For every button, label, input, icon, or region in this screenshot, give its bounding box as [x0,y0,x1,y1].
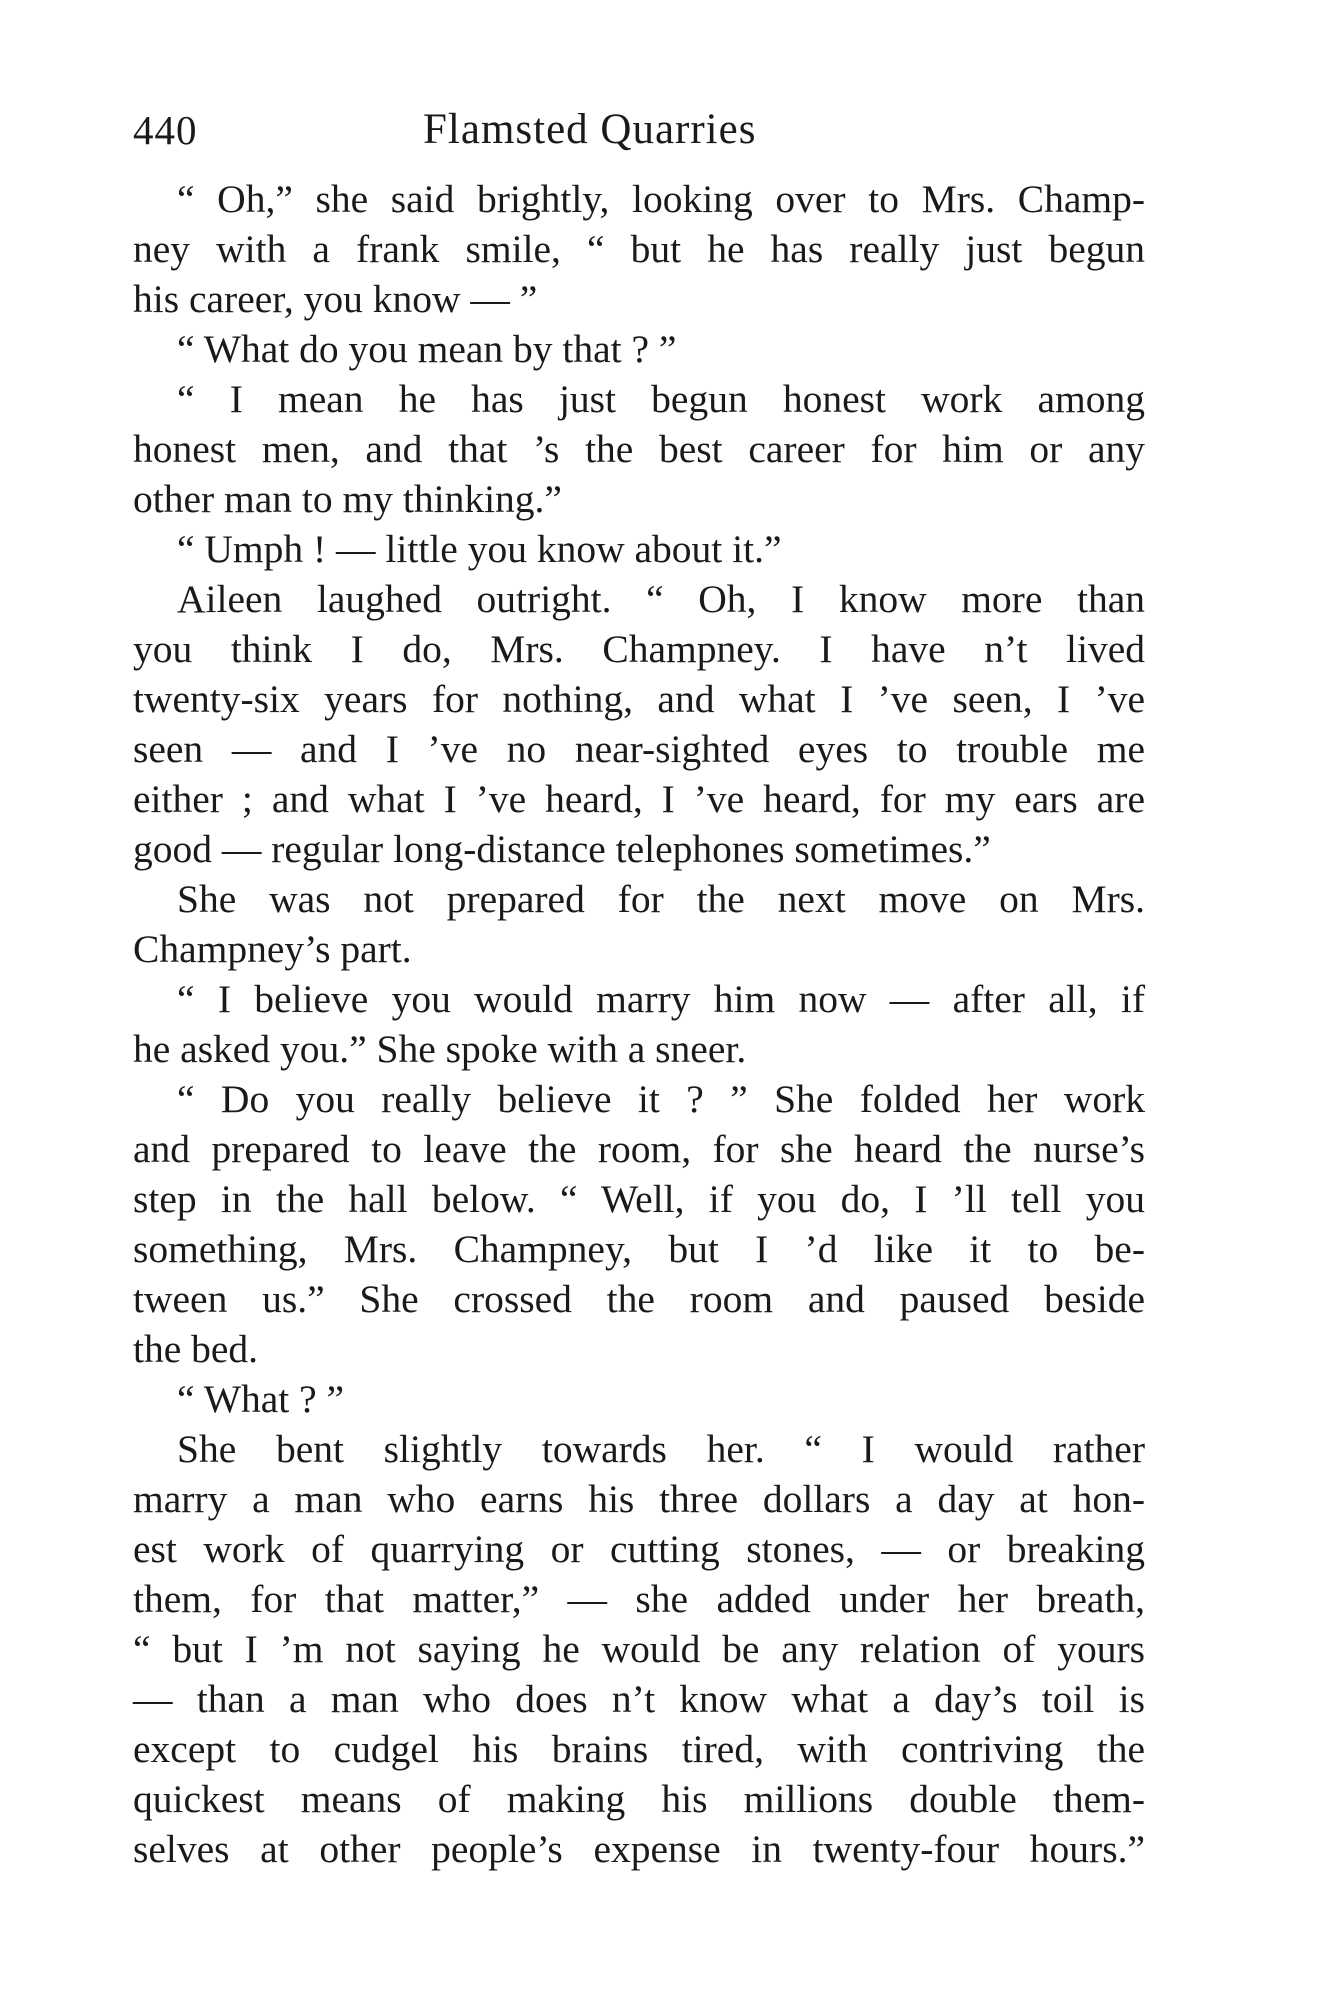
text-line: step in the hall below. “ Well, if you do, I ’ll tell you [133,1177,1145,1221]
text-line: them, for that matter,” — she added under her breath, [133,1577,1145,1621]
text-line: “ I mean he has just begun honest work among [177,377,1145,421]
text-line: something, Mrs. Champney, but I ’d like it to be- [133,1227,1145,1271]
text-line: quickest means of making his millions double them- [133,1777,1145,1821]
text-line: She bent slightly towards her. “ I would rather [177,1427,1145,1471]
text-line: “ Do you really believe it ? ” She folded her work [177,1077,1145,1121]
text-line: selves at other people’s expense in twenty-four hours.” [133,1827,1145,1871]
text-line: est work of quarrying or cutting stones, — or breaking [133,1527,1145,1571]
text-line: honest men, and that ’s the best career for him or any [133,427,1145,471]
text-line: and prepared to leave the room, for she heard the nurse’s [133,1127,1145,1171]
text-line: “ but I ’m not saying he would be any relation of yours [133,1627,1145,1671]
text-line: Champney’s part. [133,927,412,971]
text-line: She was not prepared for the next move on Mrs. [177,877,1145,921]
text-line: twenty-six years for nothing, and what I ’ve seen, I ’ve [133,677,1145,721]
text-line: except to cudgel his brains tired, with contriving the [133,1727,1145,1771]
page-header [133,100,1145,160]
text-line: he asked you.” She spoke with a sneer. [133,1027,747,1071]
text-line: “ Oh,” she said brightly, looking over to Mrs. Champ- [177,177,1145,221]
text-line: “ I believe you would marry him now — after all, if [177,977,1145,1021]
text-line: — than a man who does n’t know what a day’s toil is [133,1677,1145,1721]
text-line: Aileen laughed outright. “ Oh, I know more than [177,577,1145,621]
text-line: ney with a frank smile, “ but he has really just begun [133,227,1145,271]
page-number: 440 [133,107,198,153]
body-text [133,174,1145,1874]
text-line: other man to my thinking.” [133,477,562,521]
text-line: either ; and what I ’ve heard, I ’ve heard, for my ears are [133,777,1145,821]
text-line: seen — and I ’ve no near-sighted eyes to trouble me [133,727,1145,771]
text-line: you think I do, Mrs. Champney. I have n’t lived [133,627,1145,671]
text-line: tween us.” She crossed the room and paused beside [133,1277,1145,1321]
text-line: the bed. [133,1327,259,1371]
text-line: his career, you know — ” [133,277,538,321]
text-line: “ What do you mean by that ? ” [177,327,677,371]
text-line: “ Umph ! — little you know about it.” [177,527,782,571]
running-title: Flamsted Quarries [423,106,757,153]
text-line: “ What ? ” [177,1377,345,1421]
text-line: marry a man who earns his three dollars a day at hon- [133,1477,1145,1521]
text-line: good — regular long-distance telephones sometimes.” [133,827,991,871]
